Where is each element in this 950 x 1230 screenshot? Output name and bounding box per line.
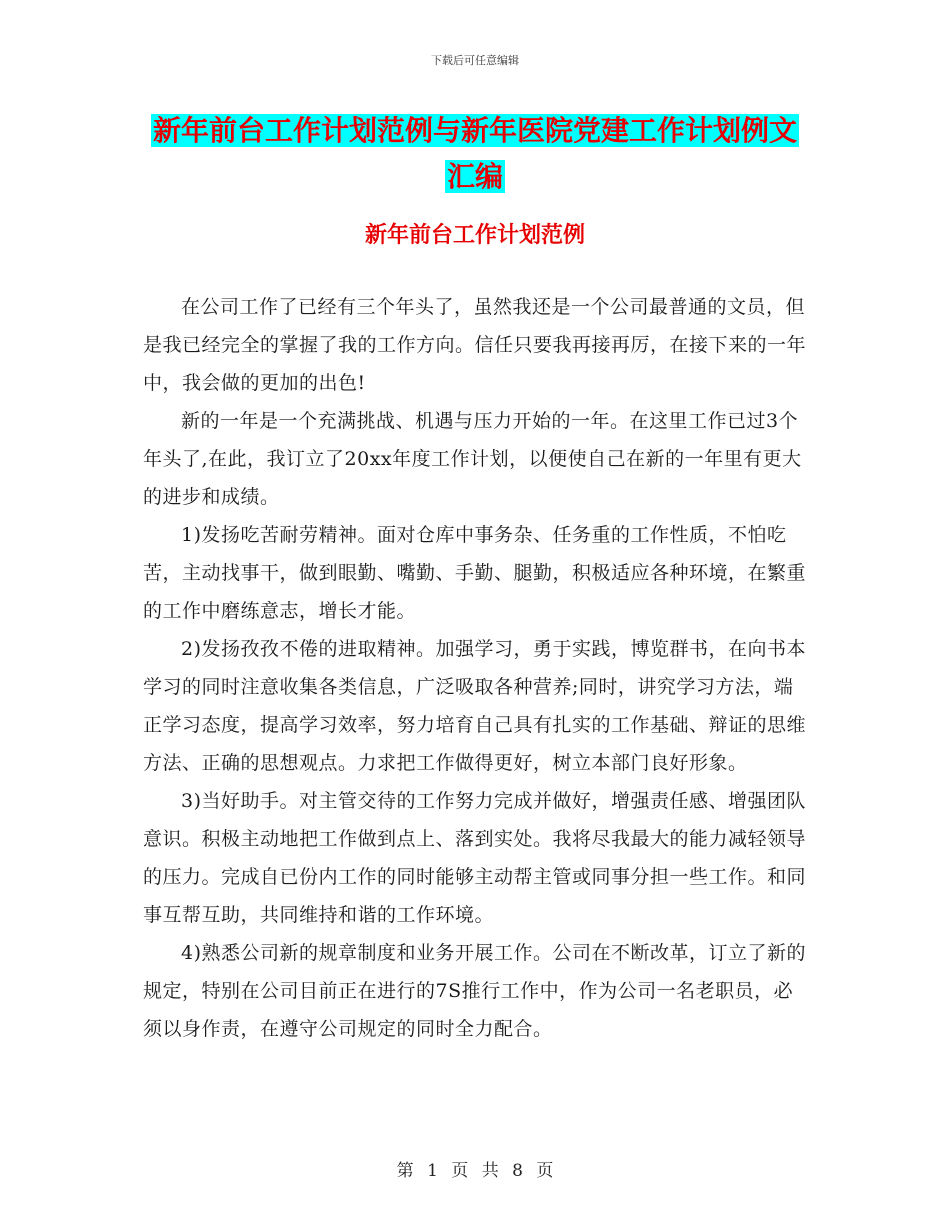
paragraph: 4)熟悉公司新的规章制度和业务开展工作。公司在不断改革，订立了新的规定，特别在公司目前正在进行的7S推行工作中，作为公司一名老职员，必须以身作责，在遵守公司规定的同时全力配合。 bbox=[143, 942, 807, 1040]
paragraph: 新的一年是一个充满挑战、机遇与压力开始的一年。在这里工作已过3个年头了,在此，我订立了20xx年度工作计划，以便使自己在新的一年里有更大的进步和成绩。 bbox=[143, 410, 802, 508]
paragraph: 在公司工作了已经有三个年头了，虽然我还是一个公司最普通的文员，但是我已经完全的掌握了我的工作方向。信任只要我再接再厉，在接下来的一年中，我会做的更加的出色! bbox=[143, 296, 807, 394]
paragraph: 1)发扬吃苦耐劳精神。面对仓库中事务杂、任务重的工作性质，不怕吃苦，主动找事干，做到眼勤、嘴勤、手勤、腿勤，积极适应各种环境，在繁重的工作中磨练意志，增长才能。 bbox=[143, 524, 807, 622]
document-title bbox=[130, 108, 820, 200]
paragraph: 2)发扬孜孜不倦的进取精神。加强学习，勇于实践，博览群书，在向书本学习的同时注意收集各类信息，广泛吸取各种营养;同时，讲究学习方法，端正学习态度，提高学习效率，努力培育自己具有扎实的工作基础、辩证的思维方法、正确的思想观点。力求把工作做得更好，树立本部门良好形象。 bbox=[143, 638, 807, 774]
body-text bbox=[143, 288, 811, 1048]
section-title: 新年前台工作计划范例 bbox=[364, 223, 585, 248]
document-title-line1: 新年前台工作计划范例与新年医院党建工作计划例文 bbox=[152, 114, 797, 147]
paragraph: 3)当好助手。对主管交待的工作努力完成并做好，增强责任感、增强团队意识。积极主动地把工作做到点上、落到实处。我将尽我最大的能力减轻领导的压力。完成自已份内工作的同时能够主动帮主管或同事分担一些工作。和同事互帮互助，共同维持和谐的工作环境。 bbox=[143, 790, 807, 926]
document-title-line2: 汇编 bbox=[446, 160, 503, 193]
page-footer: 第 1 页 共 8 页 bbox=[396, 1161, 554, 1181]
header-note: 下载后可任意编辑 bbox=[431, 54, 519, 67]
